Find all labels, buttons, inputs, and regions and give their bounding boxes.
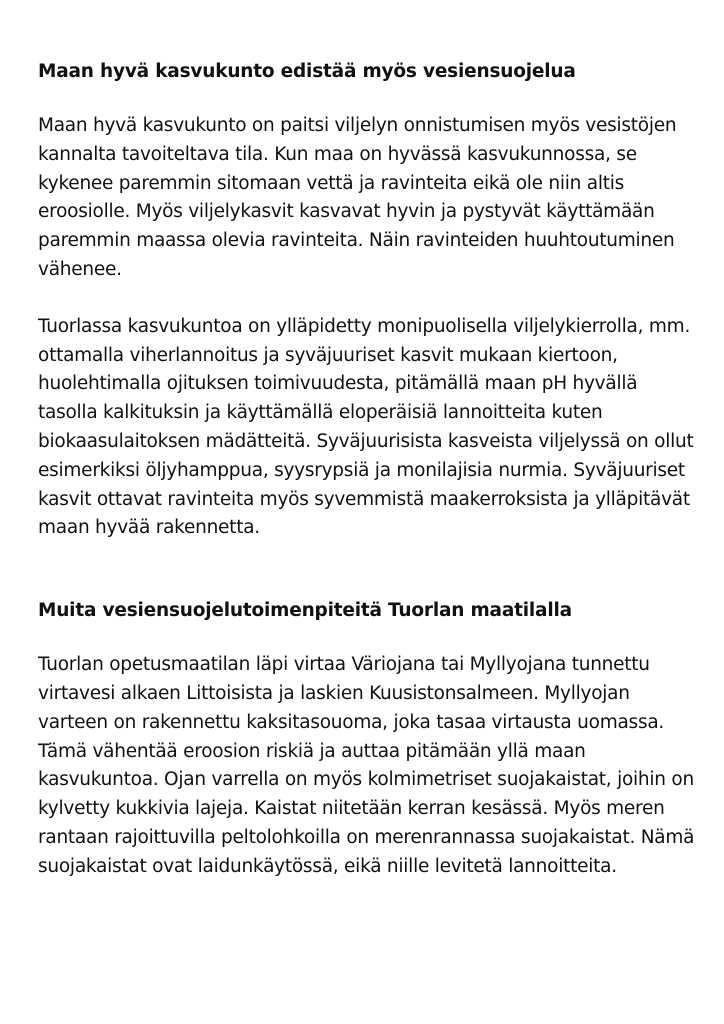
paragraph-myllyoja-buffer-strips: Tuorlan opetusmaatilan läpi virtaa Väriojana tai Myllyojana tunnettu virtavesi alkaen Littoisista ja laskien Kuusistonsalmeen. Myllyojan varteen on rakennettu kaksitasouoma, joka tasaa virtausta uomassa. Tämä vähentää eroosion riskiä ja auttaa pitämään yllä maan kasvukuntoa. Ojan varrella on myös kolmimetriset suojakaistat, joihin on kylvetty kukkivia lajeja. Kaistat niitetään kerran kesässä. Myös meren rantaan rajoittuvilla peltolohkoilla on merenrannassa suojakaistat. Nämä suojakaistat ovat laidunkäytössä, eikä niille levitetä lannoitteita. (38, 654, 695, 877)
section-heading-soil-condition: Maan hyvä kasvukunto edistää myös vesiensuojelua (38, 61, 576, 82)
paragraph-tuorla-crop-rotation: Tuorlassa kasvukuntoa on ylläpidetty monipuolisella viljelykierrolla, mm. ottamalla viherlannoitus ja syväjuuriset kasvit mukaan kiertoon, huolehtimalla ojituksen toimivuudesta, pitämällä maan pH hyvällä tasolla kalkituksin ja käyttämällä eloperäisiä lannoitteita kuten biokaasulaitoksen mädätteitä. Syväjuurisista kasveista viljelyssä on ollut esimerkiksi öljyhamppua, syysrypsiä ja monilajisia nurmia. Syväjuuriset kasvit ottavat ravinteita myös syvemmistä maakerroksista ja ylläpitävät maan hyvää rakennetta. (38, 315, 694, 539)
section-heading-other-measures: Muita vesiensuojelutoimenpiteitä Tuorlan maatilalla (38, 600, 572, 622)
document-page (38, 56, 698, 882)
paragraph-soil-condition-intro: Maan hyvä kasvukunto on paitsi viljelyn onnistumisen myös vesistöjen kannalta tavoiteltava tila. Kun maa on hyvässä kasvukunnossa, se kykenee paremmin sitomaan vettä ja ravinteita eikä ole niin altis eroosiolle. Myös viljelykasvit kasvavat hyvin ja pystyvät käyttämään paremmin maassa olevia ravinteita. Näin ravinteiden huuhtoutuminen vähenee. (38, 115, 677, 280)
